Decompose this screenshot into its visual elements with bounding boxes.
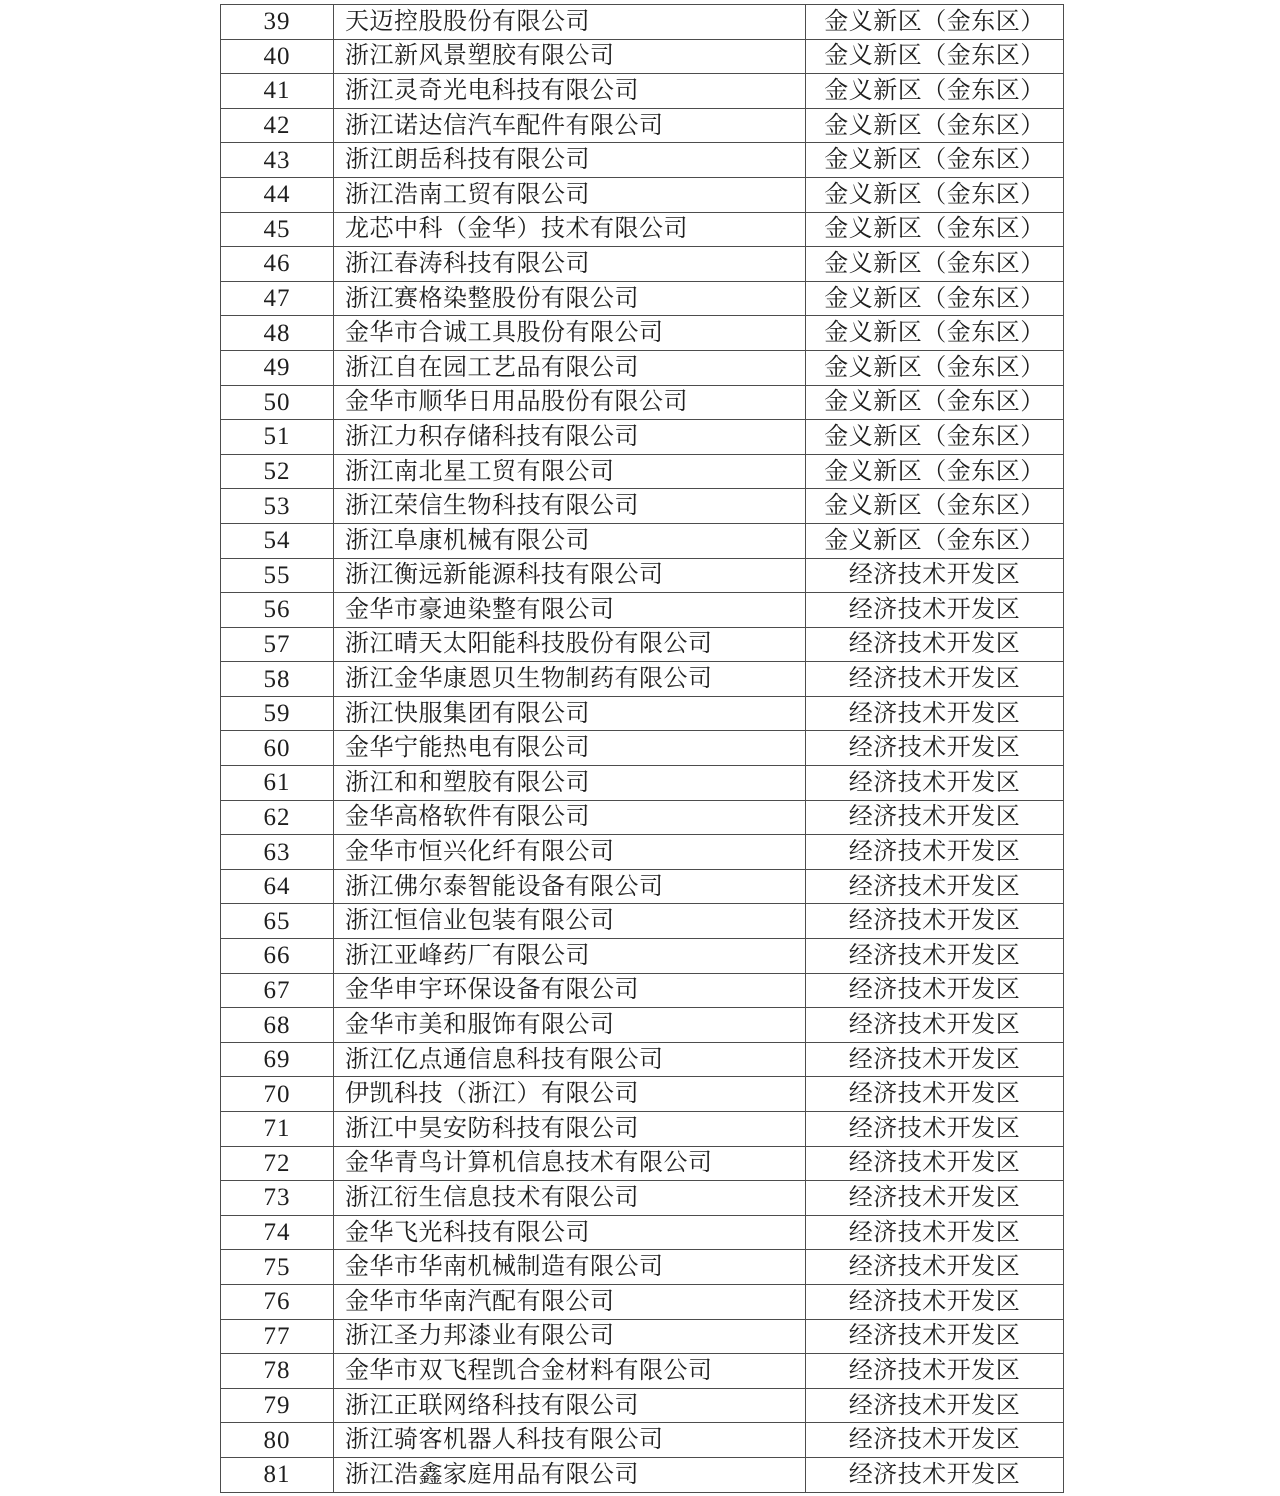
table-row (221, 177, 1064, 212)
company-name-cell: 浙江浩鑫家庭用品有限公司 (334, 1457, 806, 1492)
district-cell: 经济技术开发区 (806, 869, 1064, 904)
district-cell: 经济技术开发区 (806, 1423, 1064, 1458)
district-cell: 经济技术开发区 (806, 800, 1064, 835)
district-cell: 经济技术开发区 (806, 939, 1064, 974)
table-row (221, 5, 1064, 40)
table-body (221, 5, 1064, 1493)
district-cell: 金义新区（金东区） (806, 177, 1064, 212)
table-row (221, 558, 1064, 593)
district-cell: 金义新区（金东区） (806, 108, 1064, 143)
row-number-cell: 40 (221, 39, 334, 74)
district-cell: 经济技术开发区 (806, 766, 1064, 801)
row-number-cell: 74 (221, 1215, 334, 1250)
company-name-cell: 天迈控股股份有限公司 (334, 5, 806, 40)
row-number-cell: 73 (221, 1181, 334, 1216)
company-name-cell: 浙江阜康机械有限公司 (334, 523, 806, 558)
row-number-cell: 63 (221, 835, 334, 870)
table-row (221, 350, 1064, 385)
row-number-cell: 75 (221, 1250, 334, 1285)
company-name-cell: 浙江衡远新能源科技有限公司 (334, 558, 806, 593)
district-cell: 金义新区（金东区） (806, 5, 1064, 40)
district-cell: 金义新区（金东区） (806, 74, 1064, 109)
table-row (221, 869, 1064, 904)
district-cell: 金义新区（金东区） (806, 281, 1064, 316)
table-row (221, 1008, 1064, 1043)
company-name-cell: 浙江自在园工艺品有限公司 (334, 350, 806, 385)
company-name-cell: 金华市双飞程凯合金材料有限公司 (334, 1354, 806, 1389)
row-number-cell: 51 (221, 420, 334, 455)
district-cell: 经济技术开发区 (806, 662, 1064, 697)
company-name-cell: 浙江朗岳科技有限公司 (334, 143, 806, 178)
company-name-cell: 浙江春涛科技有限公司 (334, 247, 806, 282)
district-cell: 经济技术开发区 (806, 835, 1064, 870)
row-number-cell: 59 (221, 696, 334, 731)
table-row (221, 247, 1064, 282)
row-number-cell: 47 (221, 281, 334, 316)
company-name-cell: 浙江力积存储科技有限公司 (334, 420, 806, 455)
table-row (221, 1042, 1064, 1077)
district-cell: 经济技术开发区 (806, 627, 1064, 662)
table-row (221, 489, 1064, 524)
company-name-cell: 浙江赛格染整股份有限公司 (334, 281, 806, 316)
district-cell: 经济技术开发区 (806, 1250, 1064, 1285)
company-name-cell: 浙江亿点通信息科技有限公司 (334, 1042, 806, 1077)
table-row (221, 1457, 1064, 1492)
company-name-cell: 浙江和和塑胶有限公司 (334, 766, 806, 801)
table-row (221, 1284, 1064, 1319)
row-number-cell: 39 (221, 5, 334, 40)
row-number-cell: 56 (221, 593, 334, 628)
company-name-cell: 金华青鸟计算机信息技术有限公司 (334, 1146, 806, 1181)
district-cell: 金义新区（金东区） (806, 316, 1064, 351)
company-name-cell: 浙江诺达信汽车配件有限公司 (334, 108, 806, 143)
table-row (221, 212, 1064, 247)
table-row (221, 1319, 1064, 1354)
table-row (221, 904, 1064, 939)
company-name-cell: 金华申宇环保设备有限公司 (334, 973, 806, 1008)
company-name-cell: 浙江亚峰药厂有限公司 (334, 939, 806, 974)
table-row (221, 800, 1064, 835)
company-list-table (220, 4, 1064, 1493)
district-cell: 金义新区（金东区） (806, 212, 1064, 247)
row-number-cell: 69 (221, 1042, 334, 1077)
company-name-cell: 金华市华南机械制造有限公司 (334, 1250, 806, 1285)
district-cell: 经济技术开发区 (806, 1008, 1064, 1043)
table-row (221, 1112, 1064, 1147)
row-number-cell: 67 (221, 973, 334, 1008)
district-cell: 经济技术开发区 (806, 1146, 1064, 1181)
company-name-cell: 金华飞光科技有限公司 (334, 1215, 806, 1250)
table-row (221, 1146, 1064, 1181)
table-row (221, 939, 1064, 974)
row-number-cell: 71 (221, 1112, 334, 1147)
district-cell: 金义新区（金东区） (806, 385, 1064, 420)
district-cell: 经济技术开发区 (806, 1354, 1064, 1389)
district-cell: 经济技术开发区 (806, 731, 1064, 766)
row-number-cell: 76 (221, 1284, 334, 1319)
table-row (221, 108, 1064, 143)
company-name-cell: 浙江浩南工贸有限公司 (334, 177, 806, 212)
company-name-cell: 金华宁能热电有限公司 (334, 731, 806, 766)
district-cell: 经济技术开发区 (806, 593, 1064, 628)
row-number-cell: 44 (221, 177, 334, 212)
row-number-cell: 54 (221, 523, 334, 558)
table-row (221, 627, 1064, 662)
company-name-cell: 龙芯中科（金华）技术有限公司 (334, 212, 806, 247)
table-row (221, 1250, 1064, 1285)
table-row (221, 523, 1064, 558)
company-name-cell: 浙江灵奇光电科技有限公司 (334, 74, 806, 109)
district-cell: 金义新区（金东区） (806, 523, 1064, 558)
table-row (221, 316, 1064, 351)
row-number-cell: 41 (221, 74, 334, 109)
row-number-cell: 77 (221, 1319, 334, 1354)
company-name-cell: 浙江金华康恩贝生物制药有限公司 (334, 662, 806, 697)
district-cell: 金义新区（金东区） (806, 39, 1064, 74)
row-number-cell: 80 (221, 1423, 334, 1458)
district-cell: 金义新区（金东区） (806, 454, 1064, 489)
district-cell: 经济技术开发区 (806, 1112, 1064, 1147)
district-cell: 经济技术开发区 (806, 904, 1064, 939)
company-name-cell: 金华市恒兴化纤有限公司 (334, 835, 806, 870)
company-name-cell: 金华市合诚工具股份有限公司 (334, 316, 806, 351)
table-row (221, 454, 1064, 489)
row-number-cell: 45 (221, 212, 334, 247)
table-row (221, 1354, 1064, 1389)
company-name-cell: 金华市豪迪染整有限公司 (334, 593, 806, 628)
row-number-cell: 58 (221, 662, 334, 697)
company-name-cell: 浙江骑客机器人科技有限公司 (334, 1423, 806, 1458)
district-cell: 经济技术开发区 (806, 1388, 1064, 1423)
company-name-cell: 浙江快服集团有限公司 (334, 696, 806, 731)
table-row (221, 39, 1064, 74)
company-name-cell: 浙江衍生信息技术有限公司 (334, 1181, 806, 1216)
company-name-cell: 金华高格软件有限公司 (334, 800, 806, 835)
table-row (221, 662, 1064, 697)
table-row (221, 835, 1064, 870)
company-name-cell: 浙江恒信业包装有限公司 (334, 904, 806, 939)
company-name-cell: 浙江正联网络科技有限公司 (334, 1388, 806, 1423)
company-name-cell: 浙江南北星工贸有限公司 (334, 454, 806, 489)
row-number-cell: 65 (221, 904, 334, 939)
table-row (221, 420, 1064, 455)
table-row (221, 143, 1064, 178)
row-number-cell: 64 (221, 869, 334, 904)
row-number-cell: 55 (221, 558, 334, 593)
district-cell: 经济技术开发区 (806, 1181, 1064, 1216)
row-number-cell: 62 (221, 800, 334, 835)
table-row (221, 973, 1064, 1008)
company-name-cell: 浙江新风景塑胶有限公司 (334, 39, 806, 74)
row-number-cell: 78 (221, 1354, 334, 1389)
company-name-cell: 浙江晴天太阳能科技股份有限公司 (334, 627, 806, 662)
table-row (221, 593, 1064, 628)
row-number-cell: 68 (221, 1008, 334, 1043)
district-cell: 经济技术开发区 (806, 1284, 1064, 1319)
district-cell: 经济技术开发区 (806, 1457, 1064, 1492)
row-number-cell: 46 (221, 247, 334, 282)
row-number-cell: 61 (221, 766, 334, 801)
company-name-cell: 金华市华南汽配有限公司 (334, 1284, 806, 1319)
company-name-cell: 浙江荣信生物科技有限公司 (334, 489, 806, 524)
row-number-cell: 50 (221, 385, 334, 420)
table-row (221, 766, 1064, 801)
row-number-cell: 81 (221, 1457, 334, 1492)
district-cell: 金义新区（金东区） (806, 420, 1064, 455)
table-row (221, 731, 1064, 766)
company-name-cell: 浙江中昊安防科技有限公司 (334, 1112, 806, 1147)
company-name-cell: 金华市美和服饰有限公司 (334, 1008, 806, 1043)
district-cell: 经济技术开发区 (806, 1077, 1064, 1112)
company-name-cell: 浙江佛尔泰智能设备有限公司 (334, 869, 806, 904)
row-number-cell: 57 (221, 627, 334, 662)
company-name-cell: 浙江圣力邦漆业有限公司 (334, 1319, 806, 1354)
company-name-cell: 金华市顺华日用品股份有限公司 (334, 385, 806, 420)
table-row (221, 1077, 1064, 1112)
district-cell: 经济技术开发区 (806, 696, 1064, 731)
row-number-cell: 49 (221, 350, 334, 385)
row-number-cell: 70 (221, 1077, 334, 1112)
district-cell: 经济技术开发区 (806, 558, 1064, 593)
row-number-cell: 42 (221, 108, 334, 143)
district-cell: 经济技术开发区 (806, 1319, 1064, 1354)
district-cell: 金义新区（金东区） (806, 350, 1064, 385)
table-row (221, 74, 1064, 109)
table-row (221, 281, 1064, 316)
company-name-cell: 伊凯科技（浙江）有限公司 (334, 1077, 806, 1112)
row-number-cell: 79 (221, 1388, 334, 1423)
district-cell: 金义新区（金东区） (806, 489, 1064, 524)
row-number-cell: 72 (221, 1146, 334, 1181)
row-number-cell: 52 (221, 454, 334, 489)
district-cell: 金义新区（金东区） (806, 247, 1064, 282)
table-row (221, 696, 1064, 731)
table-row (221, 1388, 1064, 1423)
row-number-cell: 53 (221, 489, 334, 524)
row-number-cell: 66 (221, 939, 334, 974)
row-number-cell: 60 (221, 731, 334, 766)
district-cell: 金义新区（金东区） (806, 143, 1064, 178)
table-row (221, 1215, 1064, 1250)
district-cell: 经济技术开发区 (806, 1042, 1064, 1077)
table-row (221, 385, 1064, 420)
row-number-cell: 43 (221, 143, 334, 178)
table-row (221, 1181, 1064, 1216)
district-cell: 经济技术开发区 (806, 973, 1064, 1008)
district-cell: 经济技术开发区 (806, 1215, 1064, 1250)
table-row (221, 1423, 1064, 1458)
row-number-cell: 48 (221, 316, 334, 351)
